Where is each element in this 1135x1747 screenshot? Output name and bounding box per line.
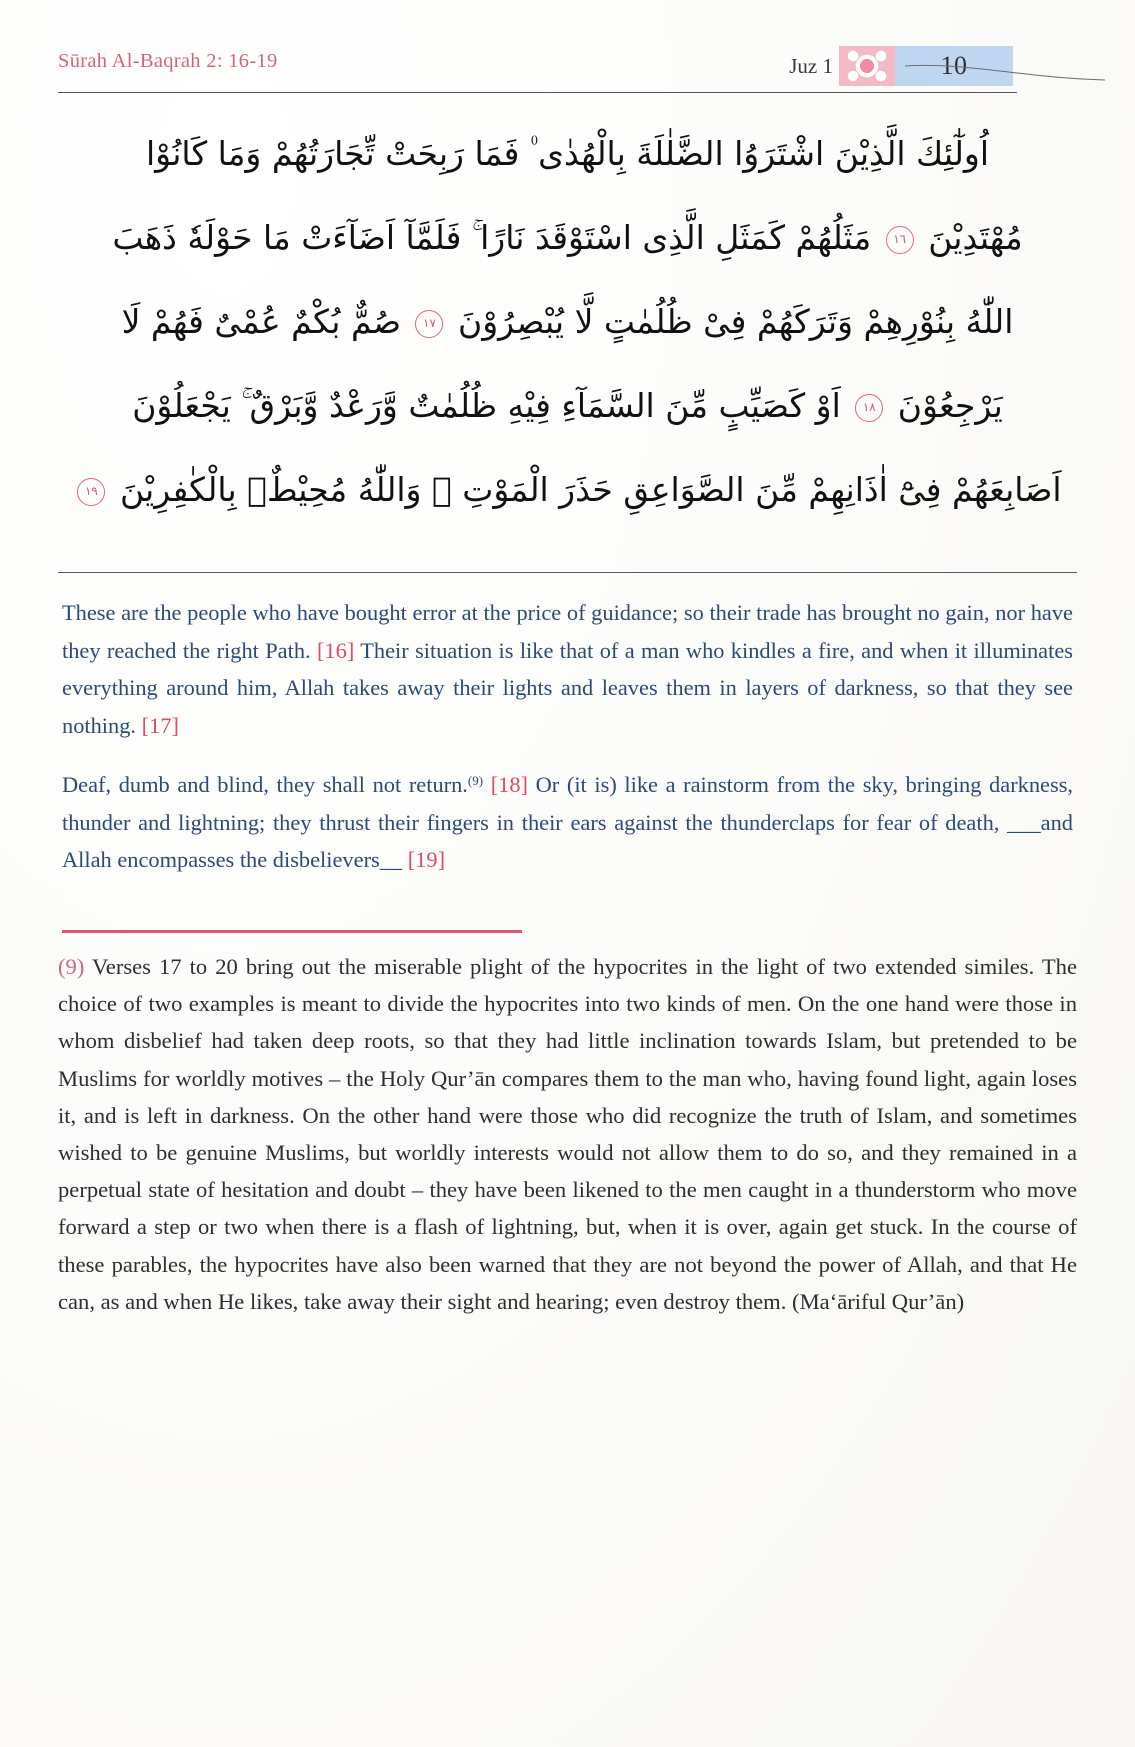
arabic-text: صُمٌّ بُكْمٌ عُمْىٌ فَهُمْ لَا (121, 302, 401, 341)
page-header (58, 42, 1095, 94)
arabic-text: اَوْ كَصَيِّبٍ مِّنَ السَّمَآءِ فِيْهِ ظُلُمٰتٌ وَّرَعْدٌ وَّبَرْقٌ ۚ يَجْعَلُوْنَ (132, 386, 841, 425)
arabic-text: مَثَلُهُمْ كَمَثَلِ الَّذِى اسْتَوْقَدَ نَارًا ۚ فَلَمَّآ اَضَآءَتْ مَا حَوْلَهٗ ذَهَبَ (112, 218, 872, 257)
arabic-verses (46, 112, 1089, 532)
arabic-text: اُولٰٓئِكَ الَّذِيْنَ اشْتَرَوُا الضَّلٰلَةَ بِالْهُدٰى ۠ فَمَا رَبِحَتْ تِّجَارَتُهُمْ وَمَا كَانُوْا (146, 134, 989, 173)
page-number-band (895, 46, 1013, 86)
footnote-paragraph (58, 948, 1077, 1320)
english-translation (62, 594, 1073, 897)
verse-number-badge: [16] (316, 637, 355, 663)
translation-text: Deaf, dumb and blind, they shall not return. (62, 772, 468, 797)
arabic-line (46, 364, 1089, 448)
verse-number-badge: [17] (141, 712, 179, 738)
arabic-translation-divider (58, 572, 1077, 573)
header-divider (58, 92, 1017, 93)
translation-paragraph (62, 594, 1073, 744)
verse-number-badge: [18] (490, 772, 529, 797)
arabic-text: يَرْجِعُوْنَ (897, 386, 1003, 425)
arabic-line (46, 280, 1089, 364)
arabic-text: اللّٰهُ بِنُوْرِهِمْ وَتَرَكَهُمْ فِىْ ظُلُمٰتٍ لَّا يُبْصِرُوْنَ (457, 302, 1014, 341)
ayah-number-marker: ١٦ (886, 226, 914, 254)
star-rosette-ornament-icon (839, 46, 895, 86)
arabic-line (46, 196, 1089, 280)
footnote-body: Verses 17 to 20 bring out the miserable plight of the hypocrites in the light of two extended similes. The choice of two examples is meant to divide the hypocrites into two kinds of men. On the one hand were those in whom disbelief had taken deep roots, so that they had little inclination towards Islam, but pretended to be Muslims for worldly motives – the Holy Qur’ān compares them to the man who, having found light, again loses it, and is left in darkness. On the other hand were those who did recognize the truth of Islam, and sometimes wished to be genuine Muslims, but worldly interests would not allow them to do so, and they remained in a perpetual state of hesitation and doubt – they have been likened to the men caught in a thunderstorm who move forward a step or two when there is a flash of lightning, but, when it is over, again get stuck. In the course of these parables, the hypocrites have also been warned that they are not beyond the power of Allah, and that He can, as and when He likes, take away their sight and hearing; even destroy them. (Ma‘āriful Qur’ān) (58, 954, 1077, 1314)
footnote-marker: (9) (58, 954, 85, 979)
header-page-indicator (789, 46, 1013, 86)
translation-text: Their situation is like that of a man who kindles a fire, and when it illuminates everything around him, Allah takes away their lights and leaves them in layers of darkness, so that they see nothing. (62, 637, 1073, 738)
page-number: 10 (940, 51, 968, 80)
arabic-line (46, 448, 1089, 532)
footnote-divider (62, 930, 522, 933)
arabic-line (46, 112, 1089, 196)
juz-label: Juz 1 (789, 53, 833, 78)
footnote-reference: (9) (467, 773, 484, 788)
translation-paragraph (62, 762, 1073, 879)
arabic-text: اَصَابِعَهُمْ فِىْٓ اٰذَانِهِمْ مِّنَ الصَّوَاعِقِ حَذَرَ الْمَوْتِ ۗ وَاللّٰهُ مُحِيْطٌۢ بِالْكٰفِرِيْنَ (119, 470, 1062, 509)
ayah-number-marker: ١٨ (855, 394, 883, 422)
translation-text: Or (it is) like a rainstorm from the sky, bringing darkness, thunder and lightning; they thrust their fingers in their ears against the thunderclaps for fear of death, ___and Allah encompasses the disbelievers__ (62, 772, 1073, 872)
translation-text: These are the people who have bought error at the price of guidance; so their trade has brought no gain, nor have they reached the right Path. (62, 600, 1073, 663)
ayah-number-marker: ١٩ (77, 478, 105, 506)
arabic-text: مُهْتَدِيْنَ (928, 218, 1023, 257)
ayah-number-marker: ١٧ (415, 310, 443, 338)
translation-text (483, 772, 491, 797)
footnote-commentary (58, 948, 1077, 1320)
surah-reference: Sūrah Al-Baqrah 2: 16-19 (58, 50, 278, 72)
verse-number-badge: [19] (407, 847, 446, 872)
